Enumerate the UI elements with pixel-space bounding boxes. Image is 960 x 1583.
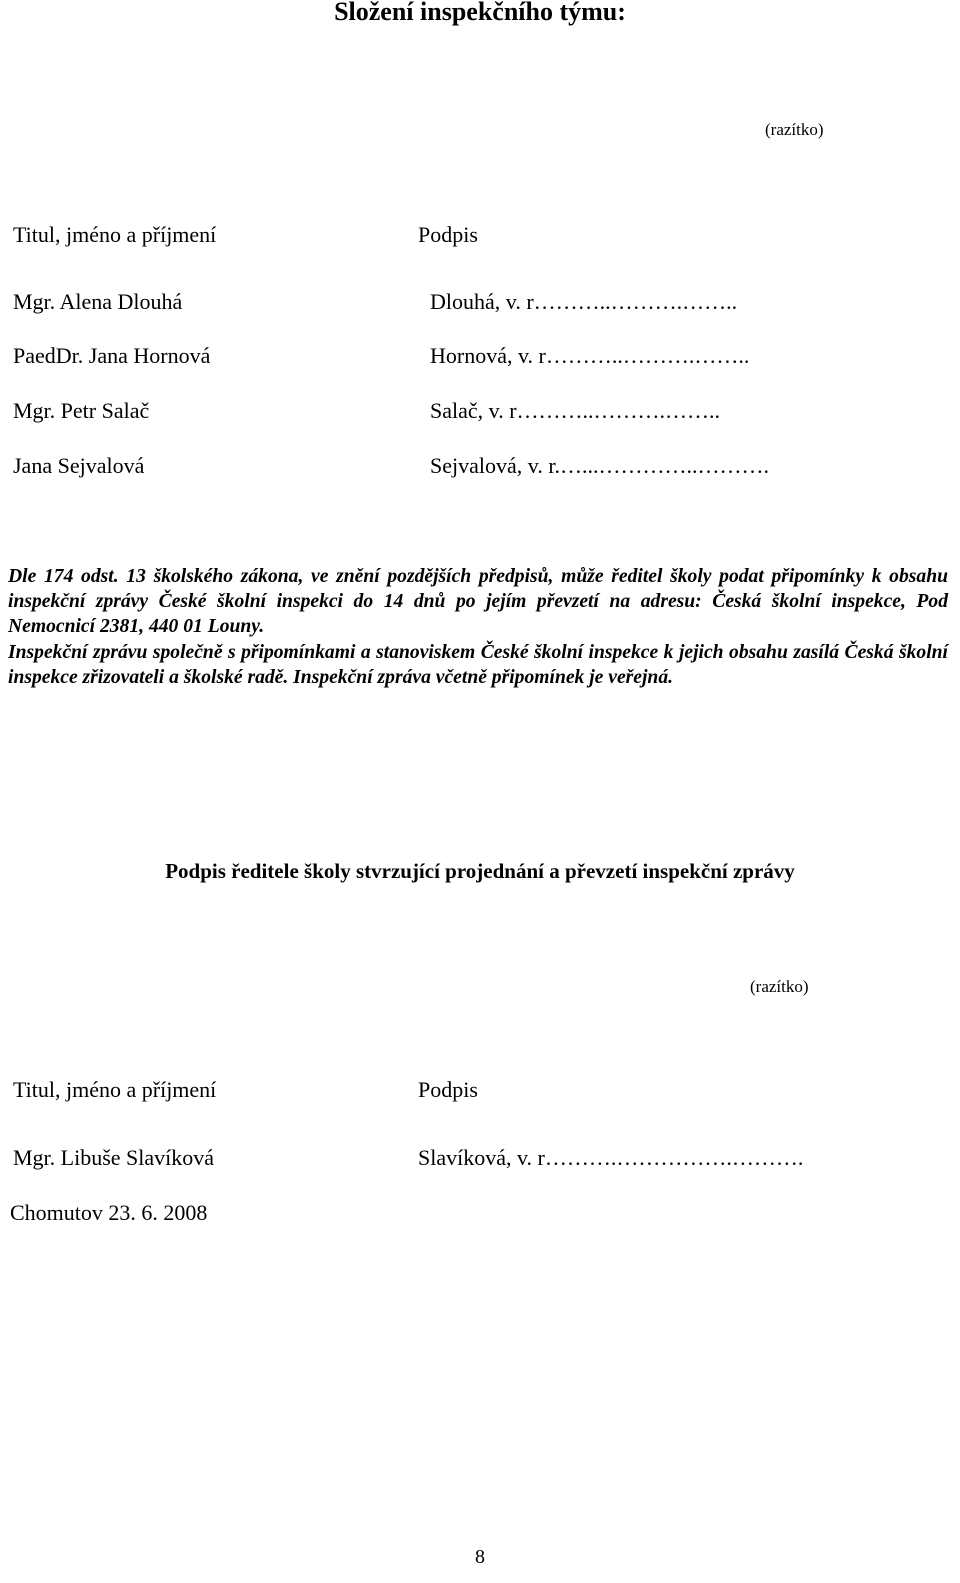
- member-signature: Salač, v. r………..……….……..: [430, 398, 721, 423]
- notice-paragraph-publication: Inspekční zprávu společně s připomínkami a stanoviskem České školní inspekce k jejich obsahu zasílá Česká školní inspekce zřizovateli a školské radě. Inspekční zpráva včetně připomínek je veřejná.: [8, 642, 948, 688]
- director-signature-heading: Podpis ředitele školy stvrzující projednání a převzetí inspekční zprávy: [165, 859, 795, 883]
- director-column-header-signature: Podpis: [418, 1077, 478, 1102]
- member-name: PaedDr. Jana Hornová: [13, 343, 211, 368]
- page-number: 8: [475, 1546, 485, 1568]
- member-name: Mgr. Petr Salač: [13, 398, 150, 423]
- director-name: Mgr. Libuše Slavíková: [13, 1145, 215, 1170]
- member-name: Jana Sejvalová: [13, 453, 145, 478]
- director-signature: Slavíková, v. r……….…………….……….: [418, 1145, 804, 1170]
- director-column-header-name: Titul, jméno a příjmení: [13, 1077, 217, 1102]
- place-and-date: Chomutov 23. 6. 2008: [10, 1200, 208, 1225]
- column-header-name: Titul, jméno a příjmení: [13, 222, 217, 247]
- member-name: Mgr. Alena Dlouhá: [13, 289, 183, 314]
- director-stamp-label: (razítko): [750, 977, 809, 996]
- stamp-label: (razítko): [765, 120, 824, 139]
- member-signature: Sejvalová, v. r.…...…………..……….: [430, 453, 769, 478]
- column-header-signature: Podpis: [418, 222, 478, 247]
- notice-paragraph-comments: Dle 174 odst. 13 školského zákona, ve znění pozdějších předpisů, může ředitel školy podat připomínky k obsahu inspekční zprávy České školní inspekci do 14 dnů po jejím převzetí na adresu: Česká školní inspekce, Pod Nemocnicí 2381, 440 01 Louny.: [8, 566, 948, 637]
- member-signature: Dlouhá, v. r………..……….……..: [430, 289, 738, 314]
- member-signature: Hornová, v. r………..……….……..: [430, 343, 750, 368]
- team-title: Složení inspekčního týmu:: [334, 0, 626, 26]
